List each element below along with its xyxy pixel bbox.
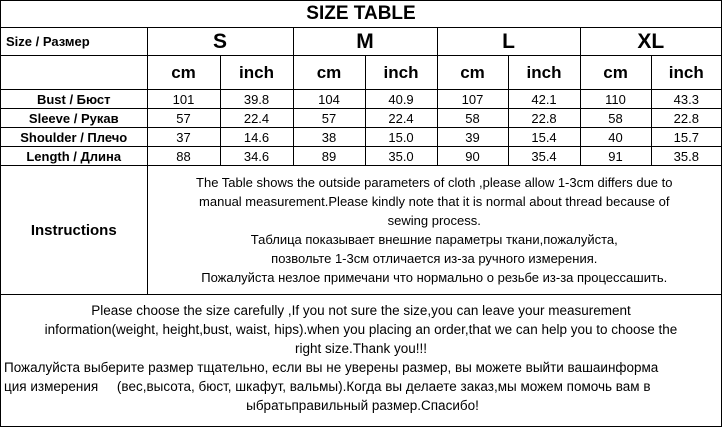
measure-label: Bust / Бюст xyxy=(1,90,147,109)
value-cell: 22.4 xyxy=(220,109,293,128)
unit-blank-cell xyxy=(1,56,147,90)
size-m: M xyxy=(293,28,437,56)
table-title: SIZE TABLE xyxy=(1,1,721,28)
value-cell: 38 xyxy=(293,128,365,147)
value-cell: 58 xyxy=(437,109,508,128)
value-cell: 43.3 xyxy=(651,90,721,109)
table-row xyxy=(1,90,721,109)
size-xl: XL xyxy=(580,28,721,56)
value-cell: 15.7 xyxy=(651,128,721,147)
value-cell: 35.4 xyxy=(508,147,580,166)
unit-cell: inch xyxy=(365,56,437,90)
value-cell: 35.8 xyxy=(651,147,721,166)
advice-line-ru: ция измерения (вес,высота, бюст, шкафут, вальмы).Когда вы делаете заказ,мы можем помочь вам в xyxy=(4,379,651,394)
unit-cell: cm xyxy=(147,56,220,90)
size-l: L xyxy=(437,28,580,56)
value-cell: 39 xyxy=(437,128,508,147)
advice-line-en: Please choose the size carefully ,If you not sure the size,you can leave your measurement xyxy=(91,303,631,318)
instructions-line: Пожалуйста незлое примечани что нормально о резьбе из-за процессашить. xyxy=(201,270,668,285)
value-cell: 90 xyxy=(437,147,508,166)
value-cell: 39.8 xyxy=(220,90,293,109)
instructions-line: manual measurement.Please kindly note that it is normal about thread because of xyxy=(199,194,670,209)
size-advice-note xyxy=(1,295,721,431)
unit-cell: inch xyxy=(508,56,580,90)
size-table xyxy=(1,28,721,295)
table-row xyxy=(1,147,721,166)
advice-line-en: right size.Thank you!!! xyxy=(294,341,428,356)
value-cell: 34.6 xyxy=(220,147,293,166)
value-cell: 104 xyxy=(293,90,365,109)
value-cell: 37 xyxy=(147,128,220,147)
value-cell: 22.8 xyxy=(651,109,721,128)
measure-label: Sleeve / Рукав xyxy=(1,109,147,128)
instructions-line: Таблица показывает внешние параметры ткани,пожалуйста, xyxy=(250,232,618,247)
unit-cell: inch xyxy=(651,56,721,90)
value-cell: 22.4 xyxy=(365,109,437,128)
value-cell: 57 xyxy=(293,109,365,128)
value-cell: 58 xyxy=(580,109,651,128)
size-row-label: Size / Размер xyxy=(1,28,147,56)
value-cell: 22.8 xyxy=(508,109,580,128)
instructions-row xyxy=(1,166,721,295)
advice-line-ru: Пожалуйста выберите размер тщательно, если вы не уверены размер, вы можете выйти вашаинформа xyxy=(4,360,659,375)
value-cell: 89 xyxy=(293,147,365,166)
value-cell: 14.6 xyxy=(220,128,293,147)
value-cell: 15.4 xyxy=(508,128,580,147)
value-cell: 40.9 xyxy=(365,90,437,109)
unit-cell: cm xyxy=(293,56,365,90)
size-header-row xyxy=(1,28,721,56)
advice-line-ru: ыбратьправильный размер.Спасибо! xyxy=(246,398,479,413)
value-cell: 107 xyxy=(437,90,508,109)
value-cell: 101 xyxy=(147,90,220,109)
table-row xyxy=(1,109,721,128)
value-cell: 40 xyxy=(580,128,651,147)
measure-label: Shoulder / Плечо xyxy=(1,128,147,147)
advice-line-en: information(weight, height,bust, waist, hips).when you placing an order,that we can help you to choose the xyxy=(44,322,678,337)
unit-cell: cm xyxy=(580,56,651,90)
instructions-text xyxy=(147,166,721,295)
measure-label: Length / Длина xyxy=(1,147,147,166)
value-cell: 91 xyxy=(580,147,651,166)
instructions-line: sewing process. xyxy=(387,213,481,228)
unit-header-row xyxy=(1,56,721,90)
unit-cell: inch xyxy=(220,56,293,90)
instructions-line: позвольте 1-3см отличается из-за ручного измерения. xyxy=(271,251,598,266)
value-cell: 42.1 xyxy=(508,90,580,109)
size-s: S xyxy=(147,28,293,56)
instructions-label: Instructions xyxy=(1,166,147,295)
table-row xyxy=(1,128,721,147)
value-cell: 88 xyxy=(147,147,220,166)
unit-cell: cm xyxy=(437,56,508,90)
instructions-line: The Table shows the outside parameters of cloth ,please allow 1-3cm differs due to xyxy=(196,175,673,190)
value-cell: 15.0 xyxy=(365,128,437,147)
value-cell: 110 xyxy=(580,90,651,109)
value-cell: 57 xyxy=(147,109,220,128)
value-cell: 35.0 xyxy=(365,147,437,166)
